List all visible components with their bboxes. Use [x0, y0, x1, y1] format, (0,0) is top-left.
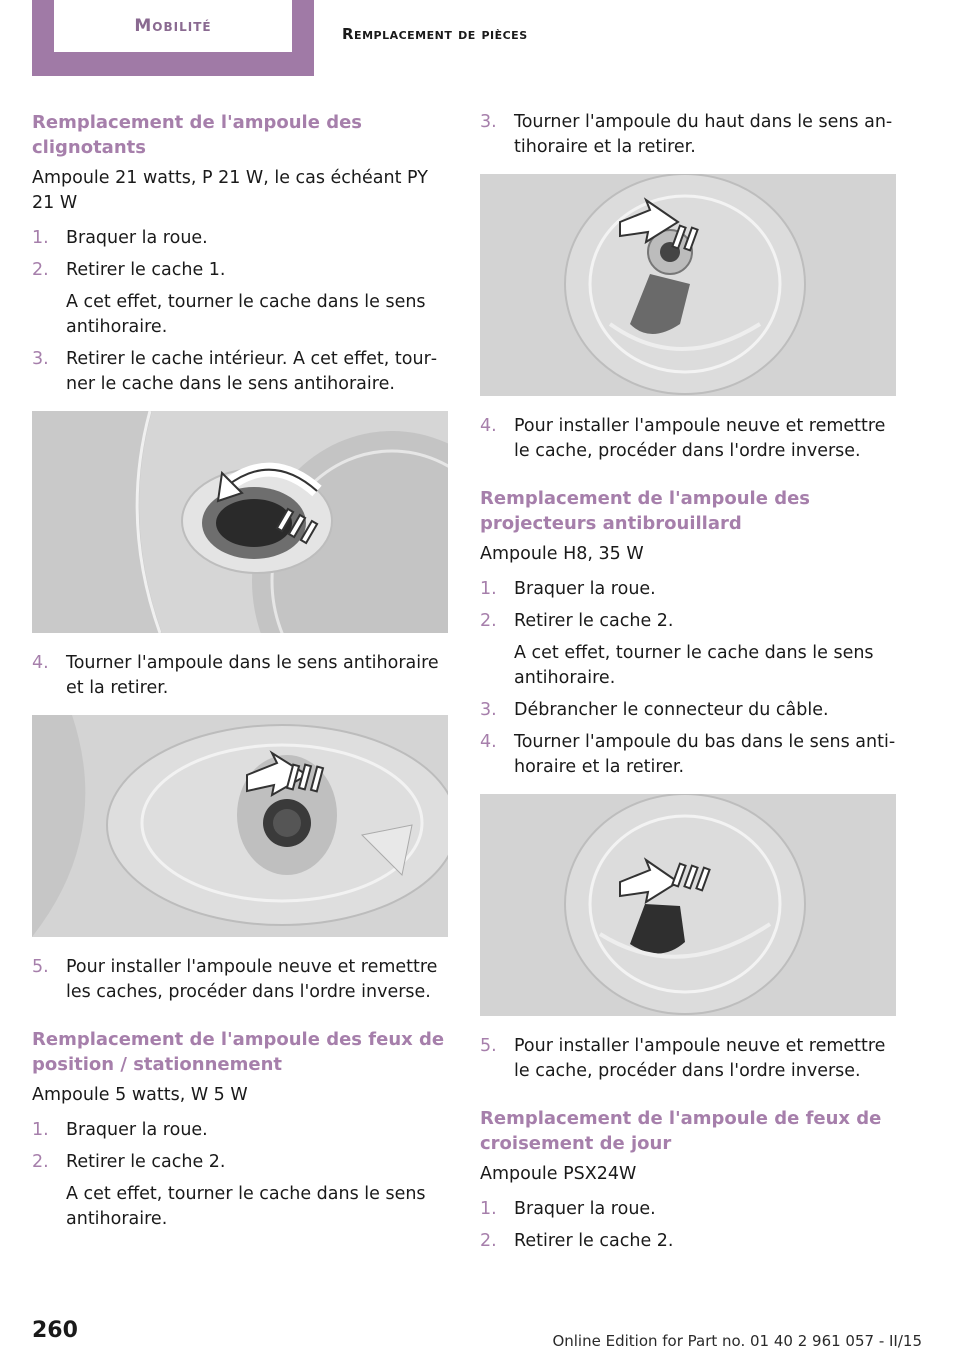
- step-number: 2.: [32, 1152, 49, 1172]
- step-item: [480, 110, 896, 160]
- step-item: [32, 226, 448, 251]
- figure-remove-lower-bulb: [480, 794, 896, 1016]
- step-subtext: A cet effet, tourner le cache dans le sens antihoraire.: [514, 643, 874, 688]
- step-text: Retirer le cache 2.: [514, 1231, 674, 1251]
- step-item: [480, 609, 896, 691]
- step-number: 5.: [32, 957, 49, 977]
- step-subtext: A cet effet, tourner le cache dans le sens antihoraire.: [66, 292, 426, 337]
- figure-remove-upper-bulb: [480, 174, 896, 396]
- step-number: 1.: [32, 1120, 49, 1140]
- chapter-label: Mobilité: [54, 0, 292, 52]
- step-number: 2.: [480, 1231, 497, 1251]
- step-text: Débrancher le connecteur du câble.: [514, 700, 829, 720]
- step-number: 5.: [480, 1036, 497, 1056]
- section-title-daytime-lights: Remplacement de l'ampoule de feux de croisement de jour: [480, 1108, 882, 1154]
- section-title-turn-signals: Remplacement de l'ampoule des clignotants: [32, 112, 363, 158]
- edition-footer: Online Edition for Part no. 01 40 2 961 057 - II/15: [552, 1332, 922, 1350]
- step-text: Retirer le cache intérieur. A cet effet, tourner le cache dans le sens antihoraire.: [66, 349, 438, 394]
- step-text: Retirer le cache 2.: [66, 1152, 226, 1172]
- step-number: 4.: [480, 416, 497, 436]
- step-subtext: A cet effet, tourner le cache dans le sens antihoraire.: [66, 1184, 426, 1229]
- step-text: Braquer la roue.: [514, 579, 656, 599]
- figure-remove-inner-cover: [32, 411, 448, 633]
- step-number: 1.: [480, 579, 497, 599]
- bulb-spec: Ampoule 5 watts, W 5 W: [32, 1085, 248, 1105]
- page-number: 260: [32, 1318, 78, 1343]
- step-number: 3.: [480, 112, 497, 132]
- section-heading: Remplacement de pièces: [342, 25, 528, 43]
- chapter-tab: [32, 0, 314, 76]
- step-number: 1.: [32, 228, 49, 248]
- step-item: [480, 1229, 896, 1254]
- step-text: Braquer la roue.: [514, 1199, 656, 1219]
- step-number: 3.: [480, 700, 497, 720]
- step-text: Pour installer l'ampoule neuve et remettre le cache, procéder dans l'ordre inverse.: [514, 416, 886, 461]
- left-column: [32, 110, 448, 1239]
- step-item: [32, 347, 448, 397]
- step-item: [32, 651, 448, 701]
- step-item: [480, 414, 896, 464]
- step-text: Braquer la roue.: [66, 228, 208, 248]
- step-item: [480, 577, 896, 602]
- figure-remove-bulb: [32, 715, 448, 937]
- right-column: [480, 110, 896, 1261]
- step-number: 4.: [32, 653, 49, 673]
- step-text: Tourner l'ampoule du haut dans le sens antihoraire et la retirer.: [514, 112, 893, 157]
- step-number: 2.: [32, 260, 49, 280]
- step-number: 4.: [480, 732, 497, 752]
- step-text: Tourner l'ampoule du bas dans le sens antihoraire et la retirer.: [514, 732, 896, 777]
- step-item: [480, 730, 896, 780]
- step-item: [480, 1034, 896, 1084]
- step-number: 1.: [480, 1199, 497, 1219]
- step-item: [480, 698, 896, 723]
- step-text: Pour installer l'ampoule neuve et remettre les caches, procéder dans l'ordre inverse.: [66, 957, 438, 1002]
- step-number: 2.: [480, 611, 497, 631]
- step-number: 3.: [32, 349, 49, 369]
- step-text: Retirer le cache 1.: [66, 260, 226, 280]
- step-text: Retirer le cache 2.: [514, 611, 674, 631]
- step-item: [32, 955, 448, 1005]
- bulb-spec: Ampoule 21 watts, P 21 W, le cas échéant PY 21 W: [32, 168, 428, 213]
- bulb-spec: Ampoule PSX24W: [480, 1164, 637, 1184]
- step-item: [32, 258, 448, 340]
- section-title-fog-lights: Remplacement de l'ampoule des projecteurs antibrouillard: [480, 488, 811, 534]
- step-item: [32, 1150, 448, 1232]
- step-text: Braquer la roue.: [66, 1120, 208, 1140]
- step-item: [32, 1118, 448, 1143]
- step-item: [480, 1197, 896, 1222]
- step-text: Tourner l'ampoule dans le sens antihoraire et la retirer.: [66, 653, 439, 698]
- step-text: Pour installer l'ampoule neuve et remettre le cache, procéder dans l'ordre inverse.: [514, 1036, 886, 1081]
- bulb-spec: Ampoule H8, 35 W: [480, 544, 644, 564]
- section-title-position-lights: Remplacement de l'ampoule des feux de position / stationnement: [32, 1029, 445, 1075]
